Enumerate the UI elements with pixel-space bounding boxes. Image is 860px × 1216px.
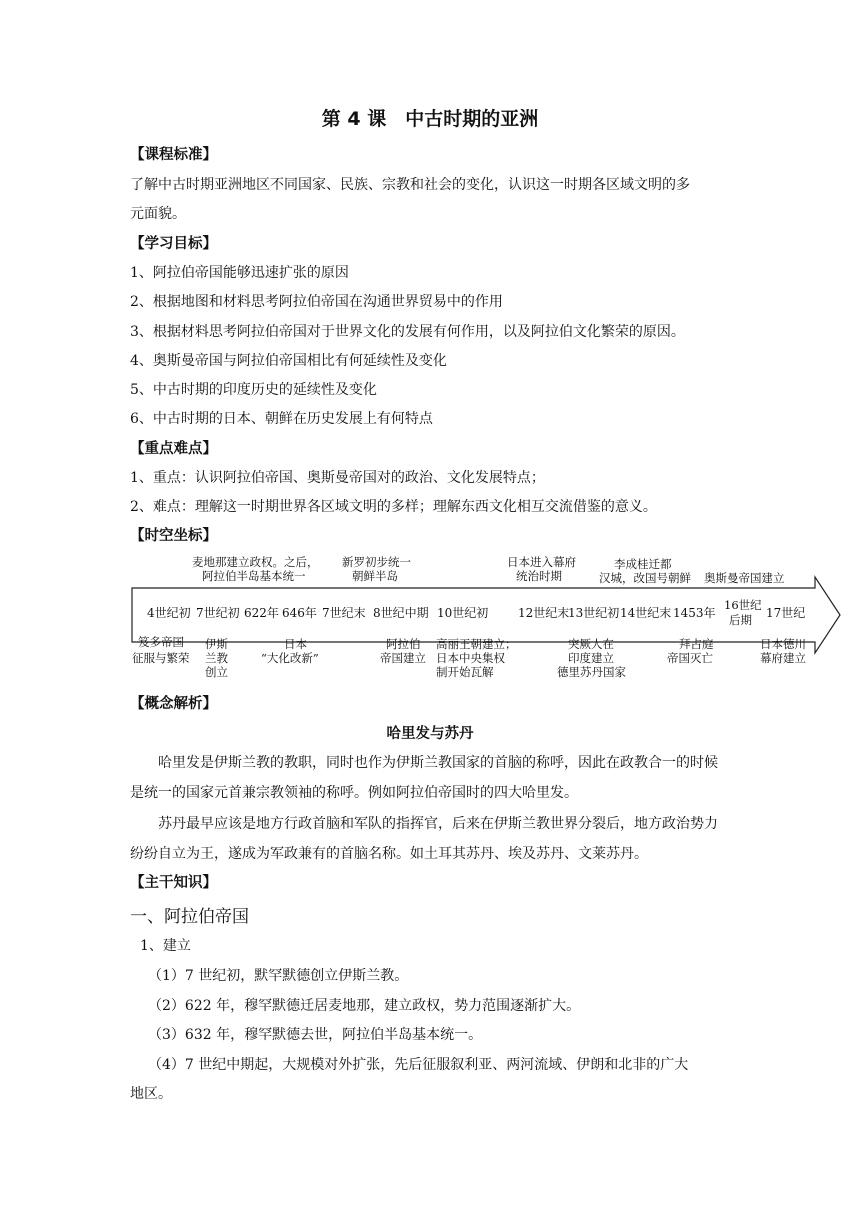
below-label: 日本 xyxy=(284,637,307,651)
below-label: “大化改新” xyxy=(261,651,319,665)
timeline-tick: 后期 xyxy=(729,613,752,627)
concept-paragraph: 苏丹最早应该是地方行政首脑和军队的指挥官，后来在伊斯兰教世界分裂后，地方政治势力纷纷自立为王，遂成为军政兼有的首脑名称。如土耳其苏丹、埃及苏丹、文莱苏丹。 xyxy=(130,816,718,862)
main-item: （4）7 世纪中期起，大规模对外扩张，先后征服叙利亚、两河流域、伊朗和北非的广大 xyxy=(148,1057,689,1073)
goal-item: 6、中古时期的日本、朝鲜在历史发展上有何特点 xyxy=(130,411,433,427)
above-label: 麦地那建立政权。之后， xyxy=(192,555,319,569)
standard-line: 元面貌。 xyxy=(130,206,186,222)
timeline xyxy=(130,555,845,683)
timeline-tick: 8世纪中期 xyxy=(373,606,429,620)
below-label: 高丽王朝建立； xyxy=(436,637,517,651)
key-item: 1、重点：认识阿拉伯帝国、奥斯曼帝国对的政治、文化发展特点； xyxy=(130,470,545,486)
below-label: 突厥人在 xyxy=(568,637,614,651)
below-label: 创立 xyxy=(205,665,228,679)
main-item: 地区。 xyxy=(130,1086,172,1102)
timeline-heading: 【时空坐标】 xyxy=(130,528,217,544)
timeline-tick: 622年 xyxy=(244,606,279,620)
below-label: 日本中央集权 xyxy=(436,651,505,665)
timeline-tick: 10世纪初 xyxy=(437,606,489,620)
section-title: 一、阿拉伯帝国 xyxy=(130,907,249,927)
key-item: 2、难点：理解这一时期世界各区域文明的多样；理解东西文化相互交流借鉴的意义。 xyxy=(130,499,657,515)
below-label: 笈多帝国 xyxy=(138,635,184,649)
timeline-tick: 7世纪初 xyxy=(196,606,240,620)
above-label: 日本进入幕府 xyxy=(507,555,576,569)
timeline-tick: 7世纪末 xyxy=(322,606,366,620)
timeline-tick: 12世纪末 xyxy=(518,606,570,620)
below-label: 拜占庭 xyxy=(679,637,714,651)
timeline-tick: 4世纪初 xyxy=(147,606,191,620)
below-label: 幕府建立 xyxy=(760,651,806,665)
above-label: 奥斯曼帝国建立 xyxy=(704,571,785,585)
timeline-tick: 1453年 xyxy=(673,606,716,620)
above-label: 新罗初步统一 xyxy=(342,555,411,569)
concept-paragraph: 哈里发是伊斯兰教的教职，同时也作为伊斯兰教国家的首脑的称呼，因此在政教合一的时候是统一的国家元首兼宗教领袖的称呼。例如阿拉伯帝国时的四大哈里发。 xyxy=(130,755,718,801)
standard-heading: 【课程标准】 xyxy=(130,147,217,163)
timeline-tick: 16世纪 xyxy=(724,598,762,612)
main-item: （2）622 年，穆罕默德迁居麦地那，建立政权，势力范围逐渐扩大。 xyxy=(148,998,581,1014)
below-label: 阿拉伯 xyxy=(386,637,421,651)
section-sub: 1、建立 xyxy=(140,938,191,954)
above-label: 统治时期 xyxy=(516,569,562,583)
above-label: 朝鲜半岛 xyxy=(352,569,398,583)
concept-subtitle: 哈里发与苏丹 xyxy=(386,726,474,742)
timeline-tick: 17世纪 xyxy=(766,606,806,620)
goals-heading: 【学习目标】 xyxy=(130,236,217,252)
main-item: （1）7 世纪初，默罕默德创立伊斯兰教。 xyxy=(148,968,409,984)
key-heading: 【重点难点】 xyxy=(130,441,217,457)
goal-item: 1、阿拉伯帝国能够迅速扩张的原因 xyxy=(130,265,349,281)
below-label: 帝国建立 xyxy=(380,651,426,665)
below-label: 日本德川 xyxy=(760,637,806,651)
main-item: （3）632 年，穆罕默德去世，阿拉伯半岛基本统一。 xyxy=(148,1027,483,1043)
above-label: 李成桂迁都 xyxy=(614,557,672,571)
goal-item: 2、根据地图和材料思考阿拉伯帝国在沟通世界贸易中的作用 xyxy=(130,294,503,310)
above-label: 阿拉伯半岛基本统一 xyxy=(202,569,306,583)
page-title: 第 4 课 中古时期的亚洲 xyxy=(321,108,539,130)
timeline-tick: 13世纪初 xyxy=(568,606,620,620)
below-label: 制开始瓦解 xyxy=(436,665,494,679)
below-label: 印度建立 xyxy=(568,651,614,665)
timeline-tick: 646年 xyxy=(282,606,317,620)
below-label: 征服与繁荣 xyxy=(132,651,190,665)
concept-heading: 【概念解析】 xyxy=(130,696,217,712)
below-label: 帝国灭亡 xyxy=(667,651,713,665)
goal-item: 4、奥斯曼帝国与阿拉伯帝国相比有何延续性及变化 xyxy=(130,353,447,369)
above-label: 汉城，改国号朝鲜 xyxy=(599,571,691,585)
main-heading: 【主干知识】 xyxy=(130,875,217,891)
goal-item: 5、中古时期的印度历史的延续性及变化 xyxy=(130,382,377,398)
timeline-tick: 14世纪末 xyxy=(620,606,672,620)
below-label: 兰教 xyxy=(205,651,228,665)
below-label: 德里苏丹国家 xyxy=(557,665,626,679)
standard-line: 了解中古时期亚洲地区不同国家、民族、宗教和社会的变化，认识这一时期各区域文明的多 xyxy=(130,177,690,193)
goal-item: 3、根据材料思考阿拉伯帝国对于世界文化的发展有何作用，以及阿拉伯文化繁荣的原因。 xyxy=(130,324,685,340)
below-label: 伊斯 xyxy=(205,637,228,651)
